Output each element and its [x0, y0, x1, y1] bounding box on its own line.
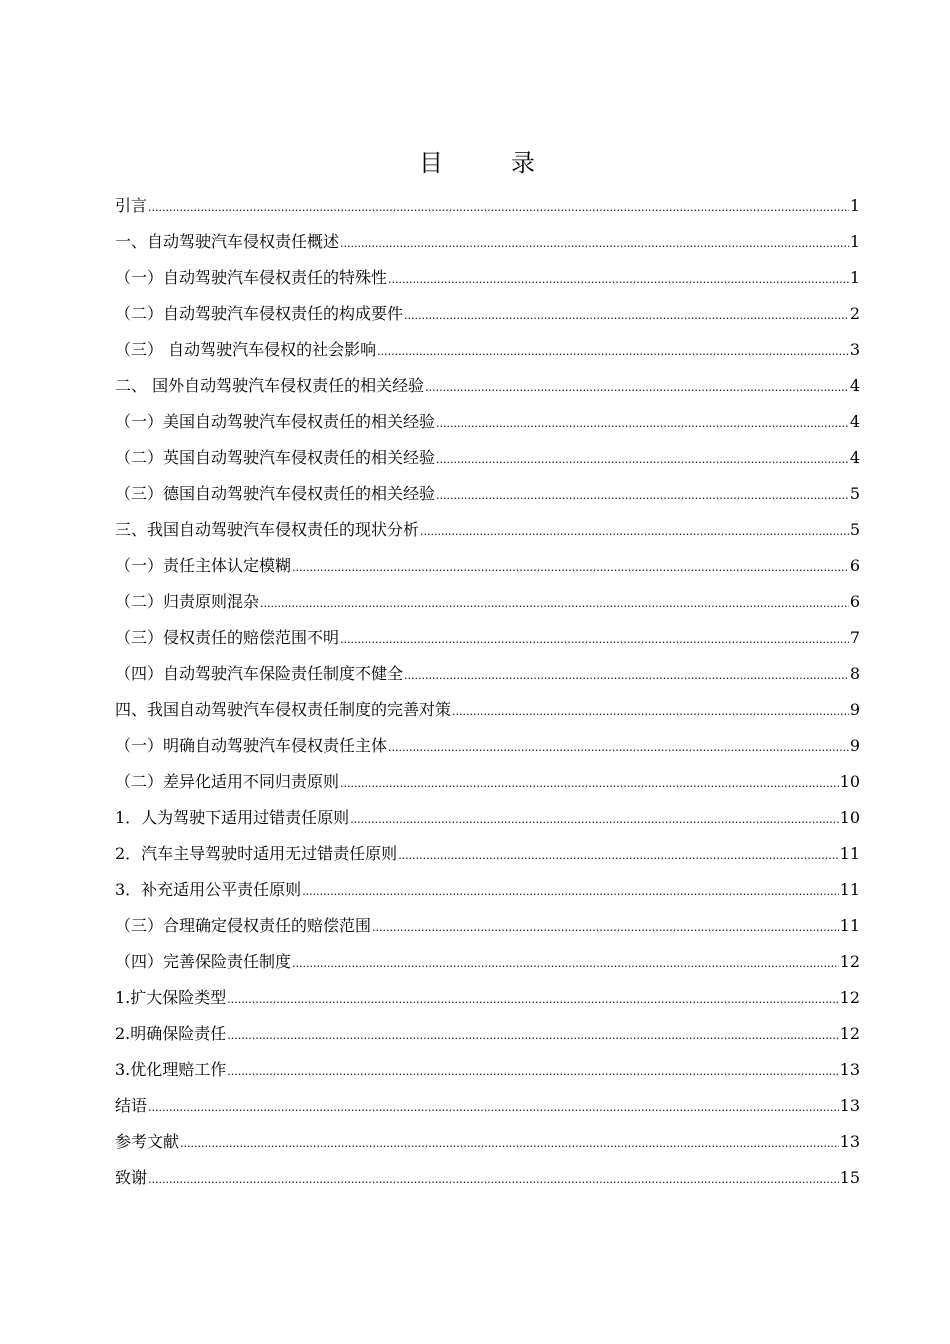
toc-entry-page-number: 9 [849, 736, 860, 755]
toc-entry-page-number: 11 [839, 844, 860, 863]
dot-leader [148, 190, 849, 226]
toc-entry-label: （三） 自动驾驶汽车侵权的社会影响 [115, 340, 377, 359]
toc-entry[interactable] [115, 512, 860, 548]
toc-entry[interactable] [115, 800, 860, 836]
toc-entry-page-number: 7 [849, 628, 860, 647]
toc-entry-page-number: 9 [849, 700, 860, 719]
toc-entry-label: （一）美国自动驾驶汽车侵权责任的相关经验 [115, 412, 436, 431]
toc-entry[interactable] [115, 332, 860, 368]
toc-entry-label: 1．人为驾驶下适用过错责任原则 [115, 808, 350, 827]
toc-entry-label: 引言 [115, 196, 148, 215]
toc-entry[interactable] [115, 944, 860, 980]
toc-entry[interactable] [115, 584, 860, 620]
toc-entry-page-number: 1 [849, 196, 860, 215]
toc-entry-page-number: 8 [849, 664, 860, 683]
toc-entry[interactable] [115, 620, 860, 656]
dot-leader [340, 622, 849, 658]
dot-leader [227, 1018, 838, 1054]
toc-entry-label: 3．补充适用公平责任原则 [115, 880, 302, 899]
dot-leader [340, 226, 849, 262]
toc-entry-label: （二）英国自动驾驶汽车侵权责任的相关经验 [115, 448, 436, 467]
toc-entry-label: 二、 国外自动驾驶汽车侵权责任的相关经验 [115, 376, 425, 395]
toc-entry[interactable] [115, 836, 860, 872]
toc-entry-page-number: 4 [849, 412, 860, 431]
toc-entry-page-number: 1 [849, 232, 860, 251]
dot-leader [340, 766, 839, 802]
toc-entry-label: 1.扩大保险类型 [115, 988, 227, 1007]
toc-entry-label: 四、我国自动驾驶汽车侵权责任制度的完善对策 [115, 700, 452, 719]
toc-entry-label: 一、自动驾驶汽车侵权责任概述 [115, 232, 340, 251]
dot-leader [292, 946, 839, 982]
dot-leader [148, 1162, 839, 1198]
dot-leader [436, 406, 849, 442]
toc-entry[interactable] [115, 1088, 860, 1124]
toc-entry-page-number: 11 [839, 916, 860, 935]
dot-leader [227, 1054, 838, 1090]
dot-leader [425, 370, 849, 406]
dot-leader [388, 262, 849, 298]
dot-leader [404, 298, 849, 334]
toc-entry-page-number: 4 [849, 448, 860, 467]
toc-entry-label: （一）自动驾驶汽车侵权责任的特殊性 [115, 268, 388, 287]
toc-entry[interactable] [115, 980, 860, 1016]
toc-entry[interactable] [115, 1016, 860, 1052]
toc-entry[interactable] [115, 908, 860, 944]
toc-entry-label: 2.明确保险责任 [115, 1024, 227, 1043]
dot-leader [180, 1126, 839, 1162]
toc-entry-page-number: 13 [839, 1060, 860, 1079]
toc-entry-page-number: 2 [849, 304, 860, 323]
toc-entry-page-number: 13 [839, 1132, 860, 1151]
dot-leader [372, 910, 839, 946]
dot-leader [377, 334, 849, 370]
toc-entry-page-number: 10 [839, 772, 860, 791]
toc-entry-label: （一）责任主体认定模糊 [115, 556, 292, 575]
toc-entry-page-number: 4 [849, 376, 860, 395]
toc-entry-page-number: 5 [849, 520, 860, 539]
toc-entry[interactable] [115, 260, 860, 296]
toc-entry-page-number: 11 [839, 880, 860, 899]
toc-entry-page-number: 3 [849, 340, 860, 359]
toc-entry[interactable] [115, 476, 860, 512]
toc-entry-page-number: 12 [839, 988, 860, 1007]
toc-entry-page-number: 1 [849, 268, 860, 287]
toc-entry[interactable] [115, 296, 860, 332]
toc-entry-label: 2．汽车主导驾驶时适用无过错责任原则 [115, 844, 398, 863]
toc-entry-page-number: 15 [839, 1168, 860, 1187]
dot-leader [388, 730, 849, 766]
toc-entry-label: 3.优化理赔工作 [115, 1060, 227, 1079]
dot-leader [302, 874, 838, 910]
toc-entry[interactable] [115, 764, 860, 800]
toc-entry-page-number: 6 [849, 556, 860, 575]
toc-entry-page-number: 13 [839, 1096, 860, 1115]
toc-entry[interactable] [115, 404, 860, 440]
toc-entry[interactable] [115, 1052, 860, 1088]
toc-entry[interactable] [115, 692, 860, 728]
page-title: 目 录 [419, 149, 557, 177]
dot-leader [227, 982, 838, 1018]
toc-entry-label: 三、我国自动驾驶汽车侵权责任的现状分析 [115, 520, 420, 539]
toc-entry-label: （四）自动驾驶汽车保险责任制度不健全 [115, 664, 404, 683]
toc-entry-label: 致谢 [115, 1168, 148, 1187]
toc-entry[interactable] [115, 656, 860, 692]
dot-leader [452, 694, 849, 730]
dot-leader [436, 478, 849, 514]
toc-entry[interactable] [115, 1124, 860, 1160]
toc-entry-label: （三）德国自动驾驶汽车侵权责任的相关经验 [115, 484, 436, 503]
toc-entry[interactable] [115, 728, 860, 764]
toc-entry-label: （四）完善保险责任制度 [115, 952, 292, 971]
table-of-contents [115, 188, 860, 1196]
toc-entry[interactable] [115, 368, 860, 404]
toc-entry-label: 参考文献 [115, 1132, 180, 1151]
dot-leader [260, 586, 849, 622]
toc-entry-page-number: 6 [849, 592, 860, 611]
toc-entry-label: 结语 [115, 1096, 148, 1115]
toc-entry-page-number: 5 [849, 484, 860, 503]
toc-entry-page-number: 10 [839, 808, 860, 827]
toc-entry[interactable] [115, 188, 860, 224]
toc-entry-label: （二）自动驾驶汽车侵权责任的构成要件 [115, 304, 404, 323]
dot-leader [350, 802, 838, 838]
dot-leader [404, 658, 849, 694]
dot-leader [148, 1090, 839, 1126]
toc-entry-label: （三）合理确定侵权责任的赔偿范围 [115, 916, 372, 935]
toc-entry[interactable] [115, 1160, 860, 1196]
dot-leader [420, 514, 849, 550]
dot-leader [398, 838, 838, 874]
toc-entry-label: （三）侵权责任的赔偿范围不明 [115, 628, 340, 647]
toc-entry-label: （二）归责原则混杂 [115, 592, 260, 611]
toc-entry[interactable] [115, 440, 860, 476]
toc-entry-page-number: 12 [839, 1024, 860, 1043]
toc-entry[interactable] [115, 872, 860, 908]
toc-entry-page-number: 12 [839, 952, 860, 971]
toc-entry-label: （一）明确自动驾驶汽车侵权责任主体 [115, 736, 388, 755]
toc-entry[interactable] [115, 548, 860, 584]
dot-leader [292, 550, 849, 586]
dot-leader [436, 442, 849, 478]
toc-entry-label: （二）差异化适用不同归责原则 [115, 772, 340, 791]
toc-entry[interactable] [115, 224, 860, 260]
